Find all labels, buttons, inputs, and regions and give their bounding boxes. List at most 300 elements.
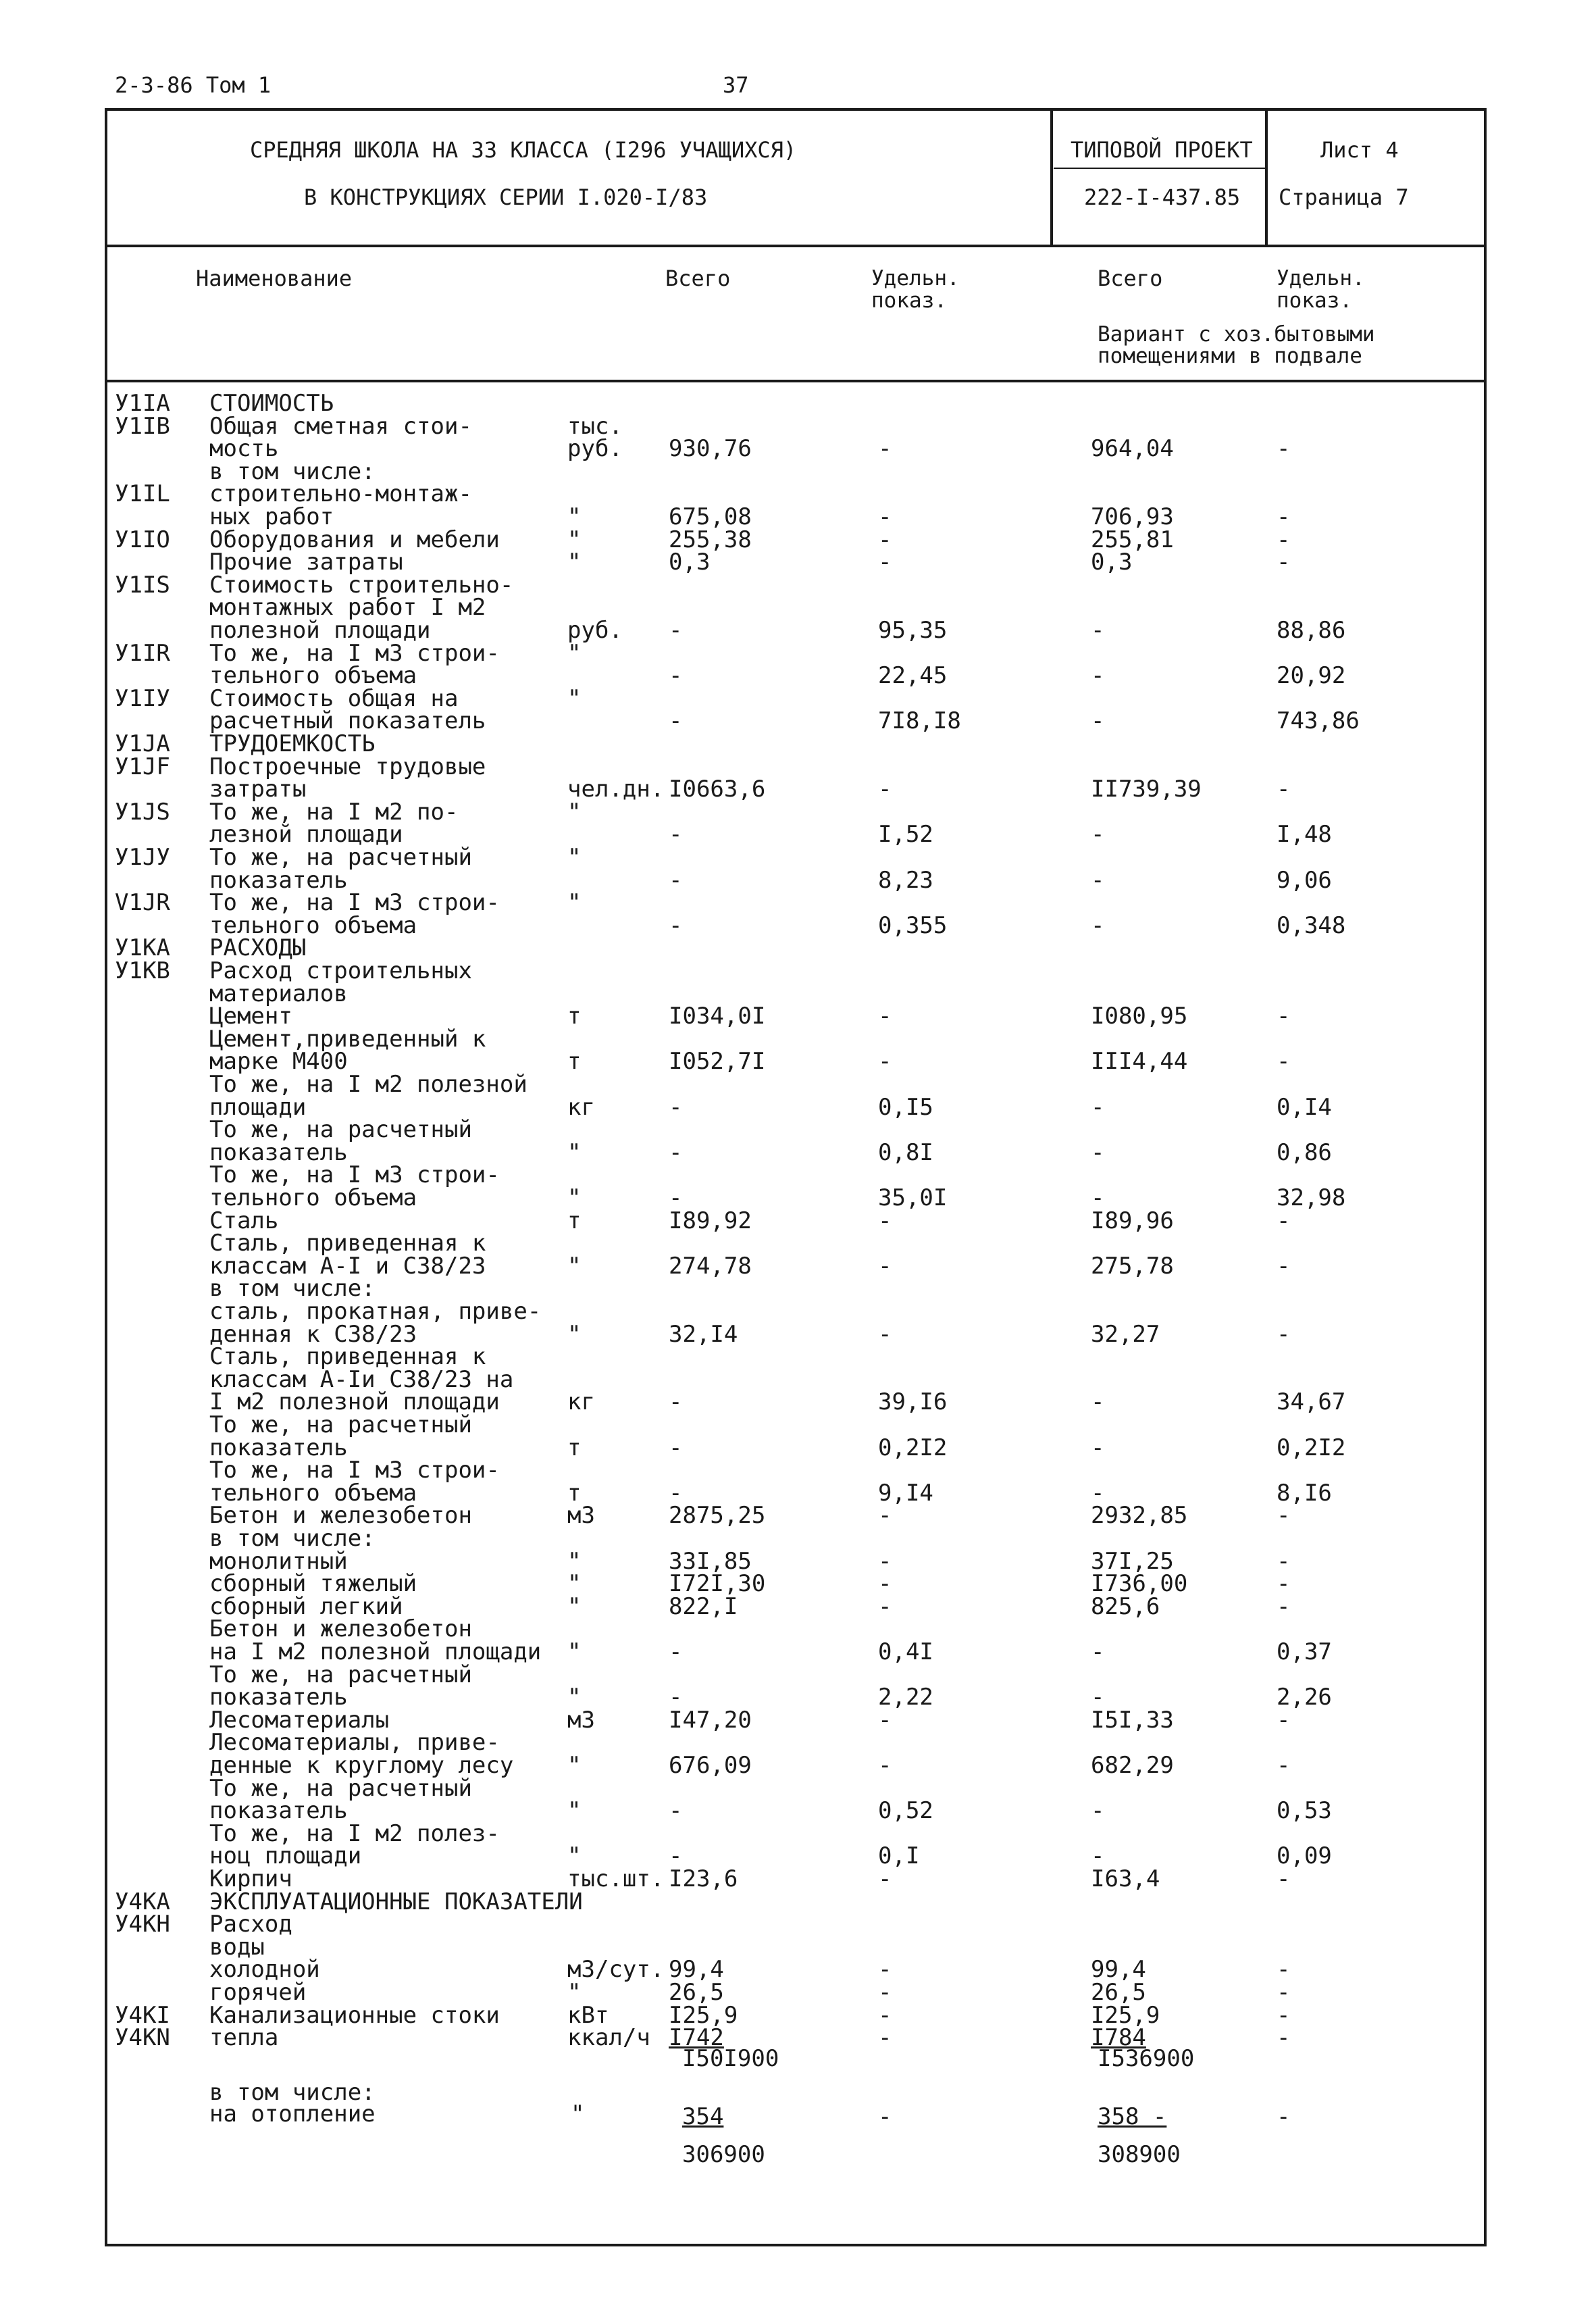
row-specific-2: 0,2I2 xyxy=(1277,1434,1346,1461)
row-specific-2: 20,92 xyxy=(1277,662,1346,690)
row-total: I72I,30 xyxy=(669,1570,766,1598)
row-total-2: 275,78 xyxy=(1091,1252,1174,1280)
row-total: I742 xyxy=(669,2024,724,2052)
table-row xyxy=(0,1116,1596,1144)
row-name: полезной площади xyxy=(209,617,431,644)
table-row xyxy=(0,1754,1596,1777)
table-row xyxy=(0,821,1596,849)
row-name: То же, на I м3 строи- xyxy=(209,1457,500,1484)
row-name: затраты xyxy=(209,776,307,803)
page-number: 37 xyxy=(723,72,749,98)
table-row xyxy=(0,1025,1596,1053)
row-specific-2: - xyxy=(1277,776,1291,803)
row-code: У4KH xyxy=(115,1911,170,1938)
row-name: тельного объема xyxy=(209,1479,417,1507)
row-name: То же, на расчетный xyxy=(209,844,472,871)
row-code: У4KI xyxy=(115,2001,170,2029)
row-unit: " xyxy=(567,1797,582,1825)
table-row xyxy=(0,1073,1596,1096)
row-name: Общая сметная стои- xyxy=(209,412,472,440)
table-row xyxy=(0,480,1596,508)
row-name: То же, на расчетный xyxy=(209,1774,472,1802)
row-specific: - xyxy=(878,1752,892,1779)
row-total: - xyxy=(669,662,683,690)
row-specific-2: 88,86 xyxy=(1277,617,1346,644)
row-unit: " xyxy=(567,1979,582,2006)
col-header-specific2-l1: Удельн. xyxy=(1277,266,1365,291)
row-specific: 39,I6 xyxy=(878,1388,948,1416)
row-code: У1IB xyxy=(115,412,170,440)
row-total-2: 0,3 xyxy=(1091,549,1133,576)
table-row xyxy=(0,1729,1596,1757)
row-name: показатель xyxy=(209,1434,348,1461)
row-code: У4KN xyxy=(115,2024,170,2052)
row-name: в том числе: xyxy=(209,1525,376,1552)
row-total-2: I63,4 xyxy=(1091,1865,1160,1892)
row-name: Цемент xyxy=(209,1003,292,1030)
row-name: тельного объема xyxy=(209,1184,417,1211)
row-total-2: - xyxy=(1091,662,1105,690)
heating-specific-2: - xyxy=(1277,2103,1291,2130)
row-name: сборный легкий xyxy=(209,1592,403,1620)
row-unit: " xyxy=(567,1842,582,1870)
table-row xyxy=(0,1956,1596,1984)
table-row xyxy=(0,1570,1596,1598)
row-unit: " xyxy=(567,503,582,530)
row-name: горячей xyxy=(209,1979,307,2006)
row-specific-2: 0,I4 xyxy=(1277,1093,1332,1121)
table-row xyxy=(0,1981,1596,2004)
row-unit: т xyxy=(567,1048,582,1076)
row-specific-2: - xyxy=(1277,1320,1291,1348)
row-total: - xyxy=(669,1479,683,1507)
row-unit: руб. xyxy=(567,617,623,644)
table-row xyxy=(0,1640,1596,1663)
table-row xyxy=(0,639,1596,667)
row-total: 32,I4 xyxy=(669,1320,738,1348)
row-name: СТОИМОСТЬ xyxy=(209,390,334,417)
table-row xyxy=(0,911,1596,939)
row-specific-2: - xyxy=(1277,526,1291,553)
row-name: То же, на I м2 полез- xyxy=(209,1819,500,1847)
row-total-2: - xyxy=(1091,1797,1105,1825)
row-name: в том числе: xyxy=(209,1275,376,1303)
row-unit: кг xyxy=(567,1093,595,1121)
table-row xyxy=(0,412,1596,440)
row-total-2: - xyxy=(1091,1638,1105,1665)
row-specific: - xyxy=(878,1865,892,1892)
row-unit: " xyxy=(567,1320,582,1348)
row-code: У1IA xyxy=(115,390,170,417)
row-specific: 0,2I2 xyxy=(878,1434,948,1461)
row-specific: - xyxy=(878,435,892,463)
table-row xyxy=(0,392,1596,415)
table-row xyxy=(0,1459,1596,1482)
row-total-2: 255,81 xyxy=(1091,526,1174,553)
row-total-2: 2932,85 xyxy=(1091,1502,1188,1530)
table-row xyxy=(0,1436,1596,1459)
row-unit: " xyxy=(567,1184,582,1211)
row-specific: - xyxy=(878,1592,892,1620)
row-total-2: 825,6 xyxy=(1091,1592,1160,1620)
heating-total: 354 xyxy=(682,2103,724,2130)
row-code: V1JR xyxy=(115,889,170,917)
row-total-2: - xyxy=(1091,1138,1105,1166)
row-name: То же, на расчетный xyxy=(209,1116,472,1144)
table-row xyxy=(0,778,1596,801)
heating-unit: " xyxy=(571,2101,585,2128)
row-specific: 0,8I xyxy=(878,1138,933,1166)
heating-label: на отопление xyxy=(209,2101,376,2128)
row-total: 33I,85 xyxy=(669,1547,752,1575)
row-total-2: 964,04 xyxy=(1091,435,1174,463)
title-vline-2 xyxy=(1265,108,1268,246)
col-header-total2: Всего xyxy=(1098,266,1163,291)
row-specific: 7I8,I8 xyxy=(878,707,961,735)
row-unit: " xyxy=(567,1547,582,1575)
table-row xyxy=(0,1343,1596,1371)
table-row xyxy=(0,798,1596,826)
row-specific: - xyxy=(878,1706,892,1734)
table-row xyxy=(0,457,1596,485)
heating-total-kcal-2: 308900 xyxy=(1098,2141,1181,2168)
row-name: на I м2 полезной площади xyxy=(209,1638,542,1665)
row-total: - xyxy=(669,1638,683,1665)
table-row xyxy=(0,889,1596,917)
row-code: У1JУ xyxy=(115,844,170,871)
table-row xyxy=(0,1005,1596,1028)
heating-total-2: 358 - xyxy=(1098,2103,1167,2130)
row-name: Прочие затраты xyxy=(209,549,403,576)
row-name: денные к круглому лесу xyxy=(209,1752,514,1779)
row-specific-2: - xyxy=(1277,1706,1291,1734)
row-specific: - xyxy=(878,1956,892,1984)
table-row xyxy=(0,1479,1596,1507)
row-specific-2: - xyxy=(1277,549,1291,576)
row-specific: 0,I5 xyxy=(878,1093,933,1121)
row-specific-2: - xyxy=(1277,1207,1291,1234)
row-name: Лесоматериалы xyxy=(209,1706,390,1734)
row-total: - xyxy=(669,1434,683,1461)
table-row xyxy=(0,1093,1596,1121)
row-total: I034,0I xyxy=(669,1003,766,1030)
row-total-2: - xyxy=(1091,1184,1105,1211)
header-divider xyxy=(105,380,1487,382)
title-divider xyxy=(105,245,1487,247)
row-name: То же, на I м2 полезной xyxy=(209,1071,527,1098)
row-specific: 8,23 xyxy=(878,866,933,894)
row-total-2: - xyxy=(1091,617,1105,644)
row-specific: - xyxy=(878,549,892,576)
row-total-2: 32,27 xyxy=(1091,1320,1160,1348)
row-code: У1JF xyxy=(115,753,170,780)
row-name: То же, на расчетный xyxy=(209,1661,472,1688)
row-name: сталь, прокатная, приве- xyxy=(209,1298,542,1325)
row-name: То же, на I м3 строи- xyxy=(209,889,500,917)
row-specific-2: 0,86 xyxy=(1277,1138,1332,1166)
row-specific-2: - xyxy=(1277,1865,1291,1892)
row-total: - xyxy=(669,1797,683,1825)
row-total-2: 37I,25 xyxy=(1091,1547,1174,1575)
row-specific-2: 32,98 xyxy=(1277,1184,1346,1211)
row-total: 822,I xyxy=(669,1592,738,1620)
row-unit: т xyxy=(567,1479,582,1507)
row-unit: м3 xyxy=(567,1502,595,1530)
row-total-2: I736,00 xyxy=(1091,1570,1188,1598)
row-specific-2: - xyxy=(1277,2001,1291,2029)
row-unit: м3/сут. xyxy=(567,1956,665,1984)
table-row xyxy=(0,1365,1596,1393)
project-label-underline xyxy=(1054,168,1265,169)
row-total: - xyxy=(669,707,683,735)
row-name: Расход xyxy=(209,1911,292,1938)
row-total-2: 706,93 xyxy=(1091,503,1174,530)
table-row xyxy=(0,1890,1596,1913)
table-row xyxy=(0,662,1596,690)
row-name: То же, на I м3 строи- xyxy=(209,1161,500,1189)
row-specific: 0,355 xyxy=(878,911,948,939)
row-code: У1JS xyxy=(115,798,170,826)
row-code: У1IS xyxy=(115,571,170,599)
row-specific-2: - xyxy=(1277,1979,1291,2006)
row-name: показатель xyxy=(209,1797,348,1825)
row-name: То же, на I м3 строи- xyxy=(209,639,500,667)
row-total: I47,20 xyxy=(669,1706,752,1734)
project-label: ТИПОВОЙ ПРОЕКТ xyxy=(1071,137,1253,163)
row-code: У4KA xyxy=(115,1888,170,1915)
row-specific-2: - xyxy=(1277,435,1291,463)
table-row xyxy=(0,1252,1596,1280)
row-total: I89,92 xyxy=(669,1207,752,1234)
row-name: сборный тяжелый xyxy=(209,1570,417,1598)
title-vline-1 xyxy=(1050,108,1053,246)
table-row xyxy=(0,1275,1596,1303)
table-row xyxy=(0,1320,1596,1348)
row-name: То же, на I м2 по- xyxy=(209,798,459,826)
row-total-2: I784 xyxy=(1091,2024,1146,2052)
row-name: монтажных работ I м2 xyxy=(209,594,486,622)
row-name: классам А-I и С38/23 xyxy=(209,1252,486,1280)
row-specific-2: 743,86 xyxy=(1277,707,1360,735)
row-unit: руб. xyxy=(567,435,623,463)
row-specific-2: 0,09 xyxy=(1277,1842,1332,1870)
row-unit: " xyxy=(567,1684,582,1711)
row-name: в том числе: xyxy=(209,457,376,485)
row-specific: - xyxy=(878,526,892,553)
table-row xyxy=(0,982,1596,1005)
table-row xyxy=(0,1388,1596,1416)
table-row xyxy=(0,959,1596,982)
row-total: - xyxy=(669,1684,683,1711)
row-name: ЭКСПЛУАТАЦИОННЫЕ ПОКАЗАТЕЛИ xyxy=(209,1888,583,1915)
row-total-2: - xyxy=(1091,1388,1105,1416)
row-total-2: - xyxy=(1091,1093,1105,1121)
row-unit: тыс. xyxy=(567,412,623,440)
row-name: Цемент,приведенный к xyxy=(209,1025,486,1053)
row-name: Канализационные стоки xyxy=(209,2001,500,2029)
row-unit: м3 xyxy=(567,1706,595,1734)
row-name: тельного объема xyxy=(209,662,417,690)
variant-caption-l1: Вариант с хоз.бытовыми xyxy=(1098,322,1375,347)
row-total-2: - xyxy=(1091,1842,1105,1870)
row-specific: 0,I xyxy=(878,1842,920,1870)
row-name: Бетон и железобетон xyxy=(209,1502,472,1530)
incl-label: в том числе: xyxy=(209,2079,376,2106)
row-total: - xyxy=(669,1388,683,1416)
table-row xyxy=(0,619,1596,642)
row-total-2: I5I,33 xyxy=(1091,1706,1174,1734)
row-specific-2: - xyxy=(1277,1048,1291,1076)
table-row xyxy=(0,505,1596,528)
table-row xyxy=(0,1615,1596,1643)
row-specific: 2,22 xyxy=(878,1684,933,1711)
row-name: холодной xyxy=(209,1956,320,1984)
row-name: ноц площади xyxy=(209,1842,362,1870)
row-name: I м2 полезной площади xyxy=(209,1388,500,1416)
row-specific-2: - xyxy=(1277,1547,1291,1575)
row-unit: ккал/ч xyxy=(567,2024,650,2052)
row-name: Сталь xyxy=(209,1207,279,1234)
row-specific: - xyxy=(878,1979,892,2006)
row-code: У1KB xyxy=(115,957,170,984)
row-total: 274,78 xyxy=(669,1252,752,1280)
row-total-2: - xyxy=(1091,1479,1105,1507)
heating-specific: - xyxy=(878,2103,892,2130)
heat-total-kcal: I50I900 xyxy=(682,2045,779,2072)
row-name: мость xyxy=(209,435,279,463)
row-specific: - xyxy=(878,776,892,803)
project-number: 222-I-437.85 xyxy=(1084,184,1241,210)
table-row xyxy=(0,528,1596,551)
row-unit: " xyxy=(567,844,582,871)
row-unit: " xyxy=(567,889,582,917)
row-total-2: - xyxy=(1091,821,1105,849)
row-unit: т xyxy=(567,1003,582,1030)
row-specific: - xyxy=(878,1003,892,1030)
row-total: 26,5 xyxy=(669,1979,724,2006)
row-unit: кг xyxy=(567,1388,595,1416)
row-total-2: - xyxy=(1091,1684,1105,1711)
row-total: - xyxy=(669,911,683,939)
row-total: I23,6 xyxy=(669,1865,738,1892)
row-name: показатель xyxy=(209,1138,348,1166)
col-header-specific-l2: показ. xyxy=(871,288,947,313)
row-total: - xyxy=(669,1184,683,1211)
row-code: У1IR xyxy=(115,639,170,667)
row-name: тельного объема xyxy=(209,911,417,939)
table-row xyxy=(0,1867,1596,1890)
row-name: воды xyxy=(209,1933,265,1961)
row-code: У1JA xyxy=(115,730,170,757)
table-row xyxy=(0,1663,1596,1686)
row-specific: - xyxy=(878,1502,892,1530)
table-row xyxy=(0,1209,1596,1232)
row-name: ТРУДОЕМКОСТЬ xyxy=(209,730,376,757)
row-specific: 0,52 xyxy=(878,1797,933,1825)
row-total-2: I080,95 xyxy=(1091,1003,1188,1030)
row-specific: - xyxy=(878,503,892,530)
row-unit: " xyxy=(567,549,582,576)
table-row xyxy=(0,1161,1596,1189)
row-unit: " xyxy=(567,1592,582,1620)
row-unit: " xyxy=(567,526,582,553)
row-name: Кирпич xyxy=(209,1865,292,1892)
col-header-name: Наименование xyxy=(196,266,353,291)
table-row xyxy=(0,1842,1596,1870)
table-row xyxy=(0,1933,1596,1961)
row-unit: тыс.шт. xyxy=(567,1865,665,1892)
row-specific: - xyxy=(878,1570,892,1598)
row-name: показатель xyxy=(209,866,348,894)
row-total-2: III4,44 xyxy=(1091,1048,1188,1076)
row-unit: " xyxy=(567,798,582,826)
table-row xyxy=(0,1186,1596,1209)
table-row xyxy=(0,435,1596,463)
row-total: I25,9 xyxy=(669,2001,738,2029)
row-code: У1IУ xyxy=(115,684,170,712)
heat-total-kcal-2: I536900 xyxy=(1098,2045,1195,2072)
row-total: - xyxy=(669,617,683,644)
row-name: Сталь, приведенная к xyxy=(209,1343,486,1371)
row-total: - xyxy=(669,866,683,894)
table-row xyxy=(0,684,1596,712)
row-unit: т xyxy=(567,1207,582,1234)
col-header-specific2-l2: показ. xyxy=(1277,288,1352,313)
row-total-2: - xyxy=(1091,1434,1105,1461)
heating-total-kcal: 306900 xyxy=(682,2141,765,2168)
row-total-2: 682,29 xyxy=(1091,1752,1174,1779)
row-total: 930,76 xyxy=(669,435,752,463)
table-row xyxy=(0,2001,1596,2029)
row-name: ных работ xyxy=(209,503,334,530)
row-name: площади xyxy=(209,1093,307,1121)
table-row xyxy=(0,1502,1596,1530)
row-total-2: 26,5 xyxy=(1091,1979,1146,2006)
row-specific-2: - xyxy=(1277,1752,1291,1779)
row-specific-2: - xyxy=(1277,1502,1291,1530)
row-specific-2: 9,06 xyxy=(1277,866,1332,894)
row-specific-2: 0,53 xyxy=(1277,1797,1332,1825)
table-row xyxy=(0,1413,1596,1436)
row-specific-2: - xyxy=(1277,1956,1291,1984)
row-total-2: II739,39 xyxy=(1091,776,1202,803)
row-specific-2: - xyxy=(1277,1252,1291,1280)
table-row xyxy=(0,571,1596,599)
row-total-2: I89,96 xyxy=(1091,1207,1174,1234)
row-total: - xyxy=(669,1842,683,1870)
table-row xyxy=(0,1706,1596,1734)
row-specific-2: - xyxy=(1277,1570,1291,1598)
row-unit: " xyxy=(567,639,582,667)
row-specific: - xyxy=(878,1207,892,1234)
table-row xyxy=(0,1547,1596,1575)
sheet-label: Лист 4 xyxy=(1320,137,1399,163)
row-unit: кВт xyxy=(567,2001,609,2029)
row-name: Лесоматериалы, приве- xyxy=(209,1729,500,1757)
row-specific: 22,45 xyxy=(878,662,948,690)
row-code: У1IL xyxy=(115,480,170,508)
col-header-total: Всего xyxy=(665,266,731,291)
row-name: монолитный xyxy=(209,1547,348,1575)
row-name: лезной площади xyxy=(209,821,403,849)
row-specific: I,52 xyxy=(878,821,933,849)
row-specific: 95,35 xyxy=(878,617,948,644)
table-row xyxy=(0,1138,1596,1166)
row-total: 675,08 xyxy=(669,503,752,530)
row-specific-2: 34,67 xyxy=(1277,1388,1346,1416)
row-total: 2875,25 xyxy=(669,1502,766,1530)
table-row xyxy=(0,1527,1596,1550)
